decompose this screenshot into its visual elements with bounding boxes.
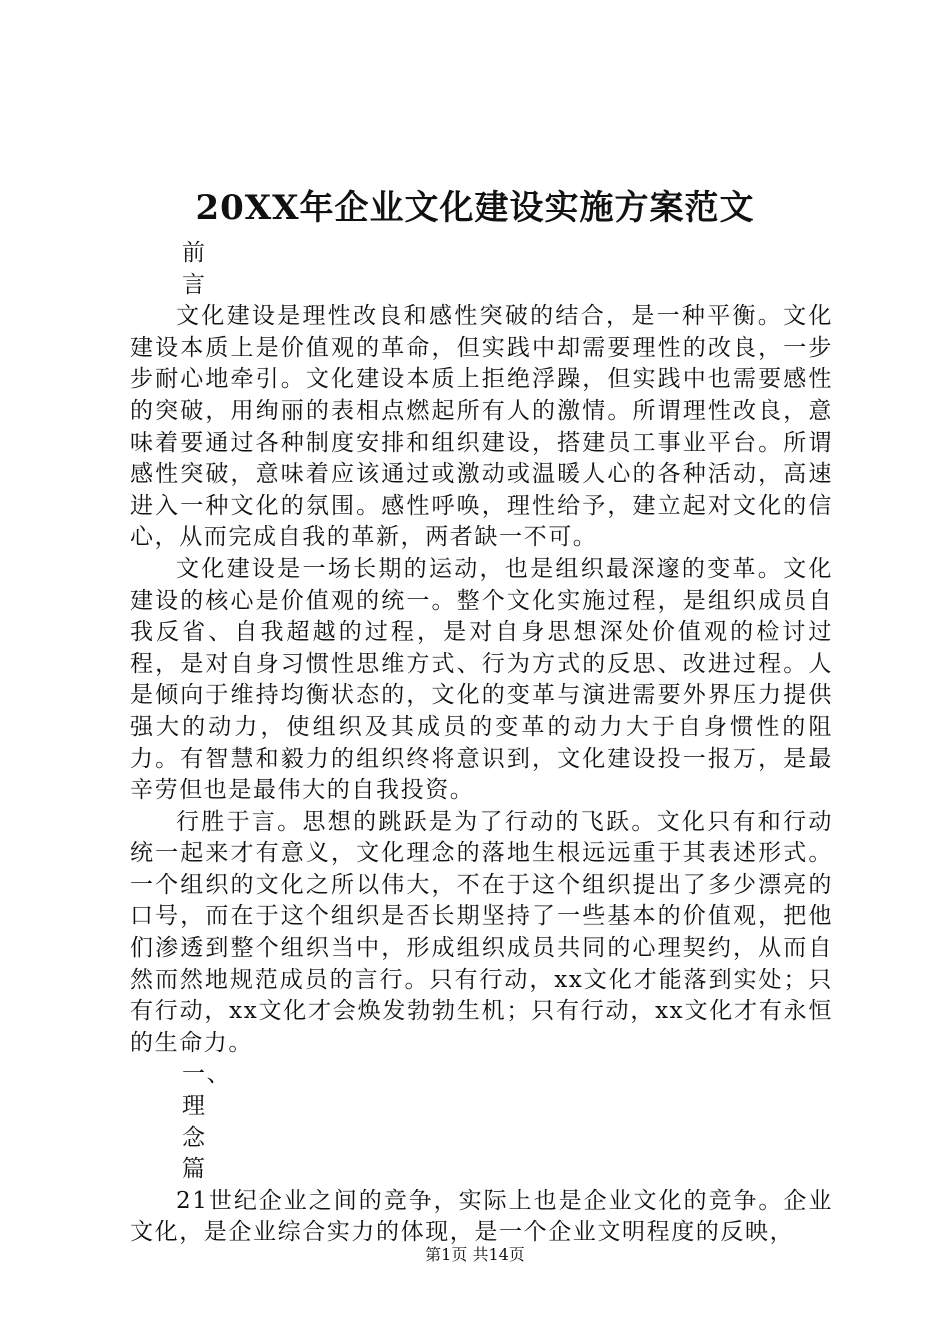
page-footer: 第1页 共14页 [425,1245,525,1264]
preface-heading-char: 前 [182,240,207,266]
body-paragraph: 21世纪企业之间的竞争，实际上也是企业文化的竞争。企业文化，是企业综合实力的体现，是一个企业文明程度的反映， [130,1187,833,1246]
section-heading [130,1059,242,1185]
document-title: 20XX年企业文化建设实施方案范文 [195,188,755,228]
preface-heading-char: 言 [182,271,207,298]
preface-heading [130,238,242,301]
section-heading-char: 篇 [182,1156,207,1183]
body-paragraph: 文化建设是一场长期的运动，也是组织最深邃的变革。文化建设的核心是价值观的统一。整个文化实施过程，是组织成员自我反省、自我超越的过程，是对自身思想深处价值观的检讨过程，是对自身习惯性思维方式、行为方式的反思、改进过程。人是倾向于维持均衡状态的，文化的变革与演进需要外界压力提供强大的动力，使组织及其成员的变革的动力大于自身惯性的阻力。有智慧和毅力的组织终将意识到，文化建设投一报万，是最辛劳但也是最伟大的自我投资。 [130,555,833,804]
body-paragraph: 文化建设是理性改良和感性突破的结合，是一种平衡。文化建设本质上是价值观的革命，但实践中却需要理性的改良，一步步耐心地牵引。文化建设本质上拒绝浮躁，但实践中也需要感性的突破，用绚丽的表相点燃起所有人的激情。所谓理性改良，意味着要通过各种制度安排和组织建设，搭建员工事业平台。所谓感性突破，意味着应该通过或激动或温暖人心的各种活动，高速进入一种文化的氛围。感性呼唤，理性给予，建立起对文化的信心，从而完成自我的革新，两者缺一不可。 [130,303,833,551]
section-heading-char: 念 [182,1124,207,1151]
document-body [130,238,833,1249]
body-paragraph: 行胜于言。思想的跳跃是为了行动的飞跃。文化只有和行动统一起来才有意义，文化理念的落地生根远远重于其表述形式。一个组织的文化之所以伟大，不在于这个组织提出了多少漂亮的口号，而在于这个组织是否长期坚持了一些基本的价值观，把他们渗透到整个组织当中，形成组织成员共同的心理契约，从而自然而然地规范成员的言行。只有行动，xx文化才能落到实处；只有行动，xx文化才会焕发勃勃生机；只有行动，xx文化才有永恒的生命力。 [130,808,833,1056]
section-heading-char: 一、理 [182,1061,232,1120]
